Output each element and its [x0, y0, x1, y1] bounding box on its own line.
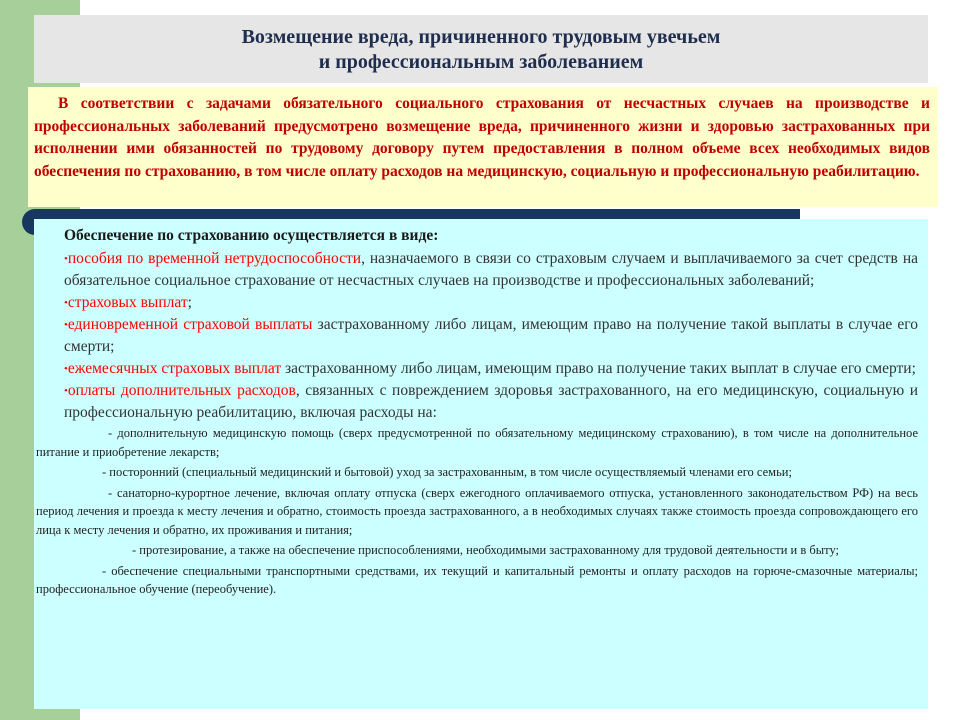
main-content-box: [34, 219, 928, 709]
expense-sub-list: [36, 424, 918, 599]
intro-text: В соответствии с задачами обязательного социального страхования от несчастных случаев на производстве и профессиональных заболеваний предусмотрено возмещение вреда, причиненного жизни и здоровью застрахованных при исполнении ими обязанностей по трудовому договору путем предоставления в полном объеме всех необходимых видов обеспечения по страхованию, в том числе оплату расходов на медицинскую, социальную и профессиональную реабилитацию.: [34, 95, 930, 180]
bullet-highlight: страховых выплат: [67, 294, 188, 311]
bullet-text: , связанных с повреждением здоровья застрахованного, на его медицинскую, социальную и профессиональную реабилитацию, включая расходы на:: [64, 382, 918, 421]
bullet-highlight: пособия по временной нетрудоспособности: [67, 250, 362, 267]
bullet-text: застрахованному либо лицам, имеющим право на получение таких выплат в случае его смерти;: [281, 360, 916, 377]
bullet-text: , назначаемого в связи со страховым случаем и выплачиваемого за счет средств на обязательное социальное страхование от несчастных случаев на производстве и профессиональных заболеваний;: [64, 250, 918, 289]
bullet-dot-icon: •: [64, 253, 68, 265]
bullet-dot-icon: •: [64, 385, 68, 397]
bullet-item: [64, 358, 918, 380]
sub-item: - санаторно-курортное лечение, включая оплату отпуска (сверх ежегодного оплачиваемого отпуска, установленного законодательством РФ) на весь период лечения и проезда к месту лечения и обратно, стоимость проезда застрахованного, а в необходимых случаях также стоимость проезда сопровождающего его лица к месту лечения и обратно, их проживания и питания;: [36, 485, 918, 537]
bullet-item: [64, 248, 918, 292]
bullet-item: [64, 380, 918, 424]
bullet-dot-icon: •: [64, 297, 68, 309]
bullet-highlight: единовременной страховой выплаты: [67, 316, 313, 333]
sub-item: - дополнительную медицинскую помощь (сверх предусмотренной по обязательному медицинскому страхованию), в том числе на дополнительное питание и приобретение лекарств;: [36, 426, 918, 459]
sub-item: - протезирование, а также на обеспечение приспособлениями, необходимыми застрахованному для трудовой деятельности и в быту;: [132, 543, 840, 557]
title-line-1: Возмещение вреда, причиненного трудовым увечьем: [241, 26, 721, 48]
bullet-dot-icon: •: [64, 319, 68, 331]
bullet-list: [64, 248, 918, 424]
intro-box: [28, 87, 938, 207]
sub-item: - обеспечение специальными транспортными средствами, их текущий и капитальный ремонты и оплату расходов на горюче-смазочные материалы; профессиональное обучение (переобучение).: [36, 563, 918, 596]
bullet-item: [64, 314, 918, 358]
bullet-text: застрахованному либо лицам, имеющим право на получение такой выплаты в случае его смерти;: [64, 316, 918, 355]
bullet-dot-icon: •: [64, 363, 68, 375]
sub-item: - посторонний (специальный медицинский и бытовой) уход за застрахованным, в том числе осуществляемый членами его семьи;: [102, 465, 792, 479]
bullet-highlight: ежемесячных страховых выплат: [67, 360, 282, 377]
title-line-2: и профессиональным заболеванием: [318, 51, 644, 73]
bullet-text: ;: [187, 294, 192, 311]
slide-title: [34, 15, 928, 83]
bullet-item: [64, 292, 918, 314]
lead-text: Обеспечение по страхованию осуществляется в виде:: [64, 227, 439, 244]
bullet-highlight: оплаты дополнительных расходов: [67, 382, 296, 399]
